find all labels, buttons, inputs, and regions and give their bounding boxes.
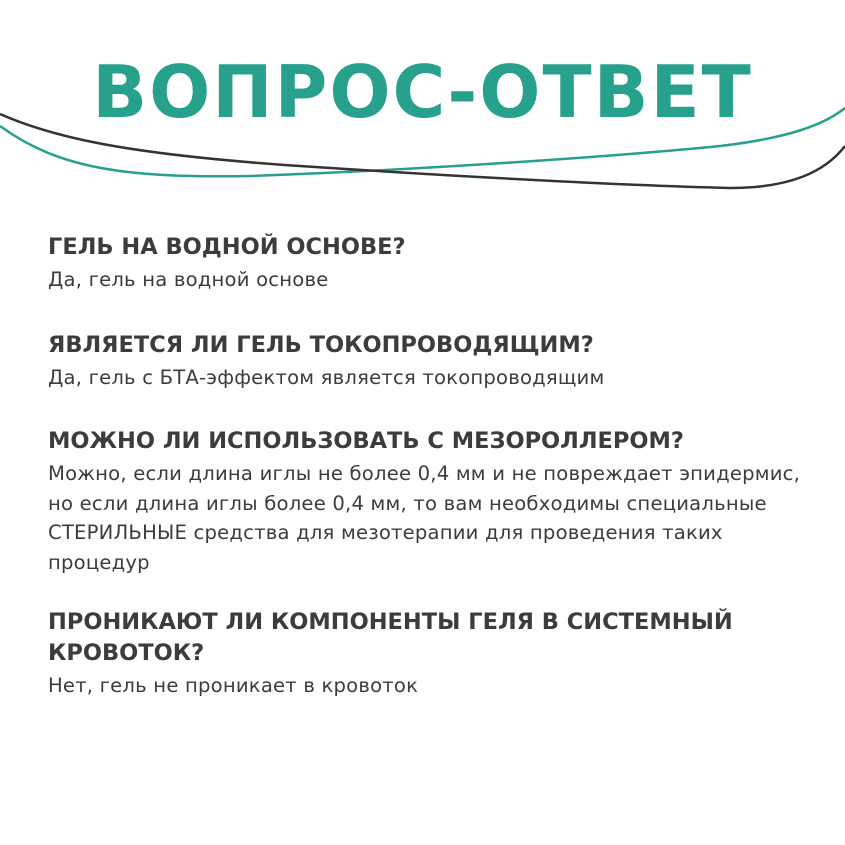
faq-answer: Можно, если длина иглы не более 0,4 мм и не повреждает эпидермис, но если длина иглы более 0,4 мм, то вам необходимы специальные СТЕРИЛЬНЫЕ средства для мезотерапии для проведения таких процедур xyxy=(48,462,801,574)
faq-item xyxy=(48,607,808,701)
dark-swoosh-line xyxy=(0,114,845,188)
teal-swoosh-line xyxy=(0,108,845,176)
faq-question: ЯВЛЯЕТСЯ ЛИ ГЕЛЬ ТОКОПРОВОДЯЩИМ? xyxy=(48,331,594,358)
faq-answer: Да, гель на водной основе xyxy=(48,268,329,291)
faq-item xyxy=(48,232,808,295)
faq-answer: Да, гель с БТА-эффектом является токопроводящим xyxy=(48,365,605,389)
faq-item xyxy=(48,426,808,577)
faq-item xyxy=(48,330,808,393)
faq-question: МОЖНО ЛИ ИСПОЛЬЗОВАТЬ С МЕЗОРОЛЛЕРОМ? xyxy=(48,428,684,454)
faq-question: ПРОНИКАЮТ ЛИ КОМПОНЕНТЫ ГЕЛЯ В СИСТЕМНЫЙ КРОВОТОК? xyxy=(48,609,733,666)
page-title: ВОПРОС-ОТВЕТ xyxy=(92,50,753,134)
faq-list xyxy=(48,232,808,735)
faq-question: ГЕЛЬ НА ВОДНОЙ ОСНОВЕ? xyxy=(48,234,406,260)
faq-answer: Нет, гель не проникает в кровоток xyxy=(48,674,419,697)
decorative-swoosh xyxy=(0,100,845,200)
